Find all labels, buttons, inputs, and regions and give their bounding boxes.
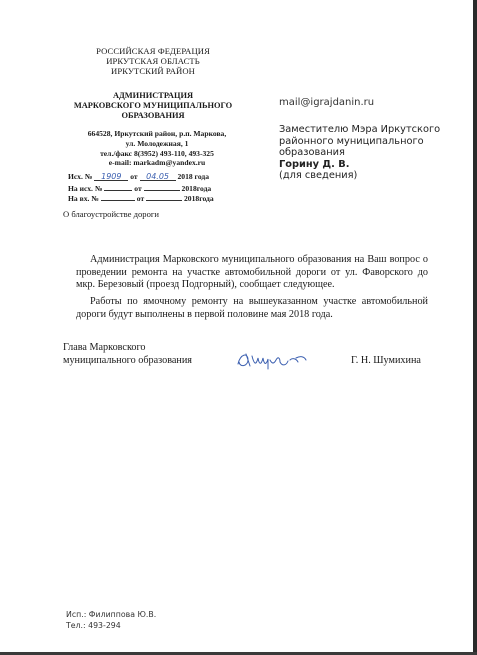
org-title-line-1: АДМИНИСТРАЦИЯ (112, 91, 194, 100)
incoming-ref-year-1: 2018года (181, 184, 212, 193)
body-paragraph-1: Администрация Марковского муниципального образования на Ваш вопрос о проведении ремонта на участке автомобильной дороги от ул. Фаворского до мкр. Березовый (проезд Подгорный), сообщает следующее. (76, 254, 428, 291)
letterhead-district: ИРКУТСКИЙ РАЙОН (111, 66, 195, 76)
outgoing-from: от (130, 172, 138, 181)
incoming-ref-row-2 (68, 192, 214, 204)
org-title (58, 91, 248, 121)
incoming-ref-label-1: На исх. № (68, 184, 103, 193)
scan-edge-right (473, 0, 477, 655)
incoming-ref-label-2: На вх. № (68, 194, 99, 203)
recipient-line-2: районного муниципального (279, 135, 424, 147)
outgoing-date: 04.05 (146, 172, 170, 181)
address-line-2: ул. Молодежная, 1 (125, 138, 189, 148)
signatory-position-line-1: Глава Марковского (63, 342, 146, 353)
outgoing-year: 2018 года (177, 172, 210, 181)
signatory-name: Г. Н. Шумихина (351, 355, 421, 366)
org-title-line-2: МАРКОВСКОГО МУНИЦИПАЛЬНОГО (73, 101, 233, 110)
outgoing-number-row (68, 172, 209, 182)
letterhead-country: РОССИЙСКАЯ ФЕДЕРАЦИЯ (96, 46, 210, 56)
letterhead (58, 46, 248, 76)
recipient-note: (для сведения) (279, 170, 358, 182)
org-address (62, 129, 252, 168)
email-line: e-mail: markadm@yandex.ru (108, 158, 206, 168)
org-title-line-3: ОБРАЗОВАНИЯ (121, 111, 185, 120)
phone-line: тел./факс 8(3952) 493-110, 493-325 (100, 148, 214, 158)
incoming-ref-year-2: 2018года (184, 194, 214, 203)
recipient-line-3: образования (279, 147, 345, 159)
address-line-1: 664528, Иркутский район, р.п. Маркова, (87, 129, 227, 138)
letterhead-region: ИРКУТСКАЯ ОБЛАСТЬ (106, 56, 200, 66)
recipient-block (279, 124, 440, 182)
executor-name: Исп.: Филиппова Ю.В. (66, 610, 157, 619)
recipient-line-1: Заместителю Мэра Иркутского (279, 124, 441, 135)
recipient-email: mail@igrajdanin.ru (279, 97, 375, 108)
handwritten-signature (234, 344, 310, 374)
signatory-position (63, 342, 192, 367)
executor-phone: Тел.: 493-294 (66, 621, 121, 630)
incoming-ref-from-2: от (136, 194, 145, 203)
incoming-ref-from-1: от (134, 184, 142, 193)
subject-line: О благоустройстве дороги (63, 209, 159, 219)
body-paragraph-2: Работы по ямочному ремонту на вышеуказанном участке автомобильной дороги будут выполнены в первой половине мая 2018 года. (76, 296, 428, 320)
recipient-name: Горину Д. В. (279, 158, 350, 170)
outgoing-label: Исх. № (68, 172, 93, 181)
signatory-position-line-2: муниципального образования (63, 354, 192, 366)
outgoing-number: 1909 (101, 172, 122, 181)
